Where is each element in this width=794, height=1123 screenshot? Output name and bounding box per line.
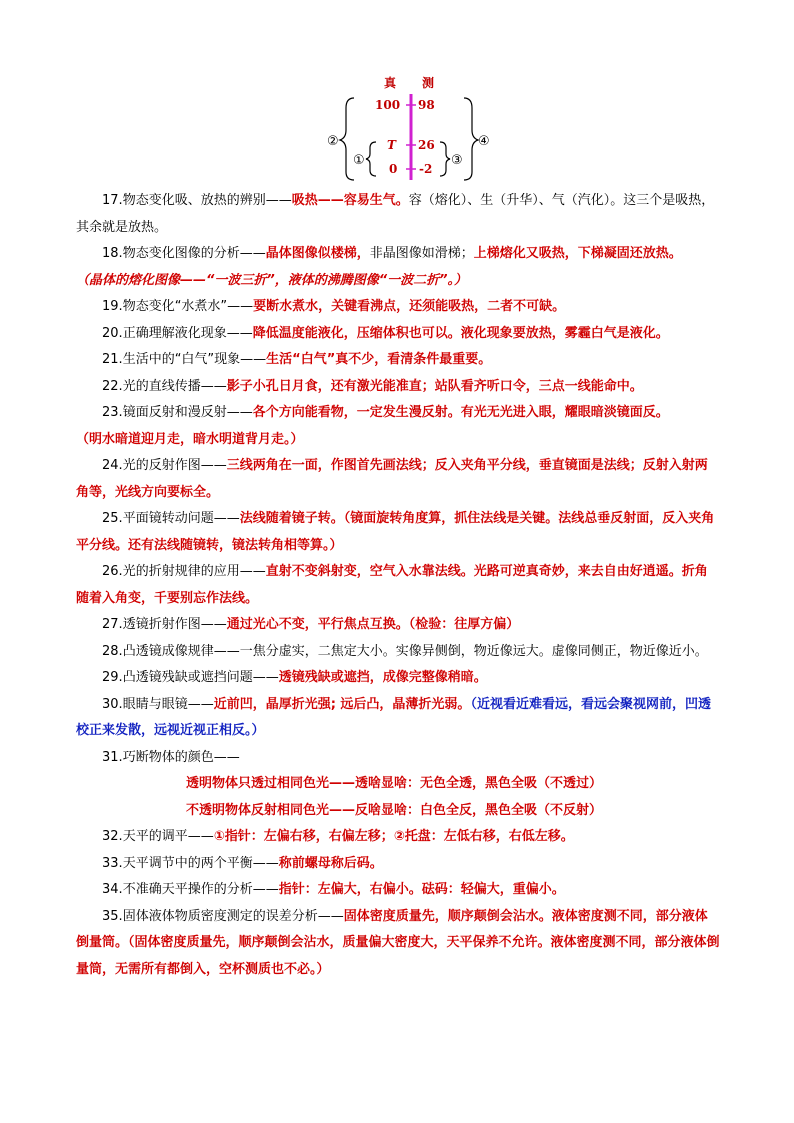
outer-left-brace [340,98,354,180]
item-29: 29.凸透镜残缺或遮挡问题——透镜残缺或遮挡，成像完整像稍暗。 [102,670,487,685]
item-33: 33.天平调节中的两个平衡——称前螺母称后码。 [102,855,383,871]
item-26: 26.光的折射规律的应用——直射不变斜射变，空气入水靠法线。光路可逆真奇妙，来去自由好逍遥。折角随着入角变，千要别忘作法线。 [76,564,708,606]
label-real: 真 [384,76,397,90]
item-23: 23.镜面反射和漫反射——各个方向能看物，一定发生漫反射。有光无光进入眼，耀眼暗淡镜面反。 [102,405,669,420]
circled-3: ③ [451,153,463,168]
item-35: 35.固体液体物质密度测定的误差分析——固体密度质量先，顺序颠倒会沾水。液体密度测不同，部分液体倒量筒。（固体密度质量先，顺序颠倒会沾水，质量偏大密度大，天平保养不允许。液体密度测不同，部分液体倒量筒，无需所有都倒入，空杯测质也不必。） [76,908,720,977]
label-measured: 测 [422,76,435,90]
item-32: 32.天平的调平——①指针：左偏右移，右偏左移；②托盘：左低右移，右低左移。 [102,829,574,844]
item-31-transparent: 透明物体只透过相同色光——透啥显啥：无色全透，黑色全吸（不透过） [186,776,603,791]
item-27: 27.透镜折射作图——通过光心不变，平行焦点互换。（检验：往厚方偏） [102,617,520,632]
content-body [76,188,720,983]
item-24: 24.光的反射作图——三线两角在一面，作图首先画法线；反入夹角平分线，垂直镜面是法线；反射入射两角等，光线方向要标全。 [76,458,708,500]
value-98: 98 [418,98,435,112]
circled-4: ④ [478,134,490,149]
value-T: T [387,138,396,152]
item-34: 34.不准确天平操作的分析——指针：左偏大，右偏小。砝码：轻偏大，重偏小。 [102,882,565,897]
circled-2: ② [327,134,339,149]
value-100: 100 [375,98,401,112]
inner-right-brace [440,142,450,176]
value-26: 26 [418,138,435,152]
item-28: 28.凸透镜成像规律——一焦分虚实，二焦定大小。实像异侧倒，物近像远大。虚像同侧正，物近像近小。 [102,643,708,659]
thermometer-diagram [326,72,496,184]
item-25: 25.平面镜转动问题——法线随着镜子转。（镜面旋转角度算，抓住法线是关键。法线总垂反射面，反入夹角平分线。还有法线随镜转，镜法转角相等算。） [76,511,715,553]
item-20: 20.正确理解液化现象——降低温度能液化，压缩体积也可以。液化现象要放热，雾霾白气是液化。 [102,325,669,341]
item-18-note: （晶体的熔化图像——“一波三折”，液体的沸腾图像“一波二折”。） [76,272,467,288]
item-22: 22.光的直线传播——影子小孔日月食，还有激光能准直；站队看齐听口令，三点一线能命中。 [102,378,643,394]
item-31: 31.巧断物体的颜色—— [102,749,240,765]
inner-left-brace [366,142,376,176]
outer-right-brace [464,98,478,180]
item-18: 18.物态变化图像的分析——晶体图像似楼梯，非晶图像如滑梯；上梯熔化又吸热，下梯凝固还放热。 [102,246,682,261]
value-0: 0 [389,162,398,176]
item-19: 19.物态变化“水煮水”——要断水煮水，关键看沸点，还须能吸热，二者不可缺。 [102,299,566,314]
thermometer-diagram-svg [326,72,496,184]
item-31-opaque: 不透明物体反射相同色光——反啥显啥：白色全反，黑色全吸（不反射） [186,802,603,818]
item-23-note: （明水暗道迎月走，暗水明道背月走。） [76,431,304,447]
circled-1: ① [353,153,365,168]
value-neg2: -2 [419,162,433,176]
item-30: 30.眼睛与眼镜——近前凹，晶厚折光强; 远后凸，晶薄折光弱。（近视看近难看远，看远会聚视网前，凹透校正来发散，远视近视正相反。） [76,696,711,738]
item-21: 21.生活中的“白气”现象——生活“白气”真不少，看清条件最重要。 [102,352,492,367]
item-17: 17.物态变化吸、放热的辨别——吸热——容易生气。容（熔化）、生（升华）、气（汽化）。这三个是吸热，其余就是放热。 [76,193,715,235]
